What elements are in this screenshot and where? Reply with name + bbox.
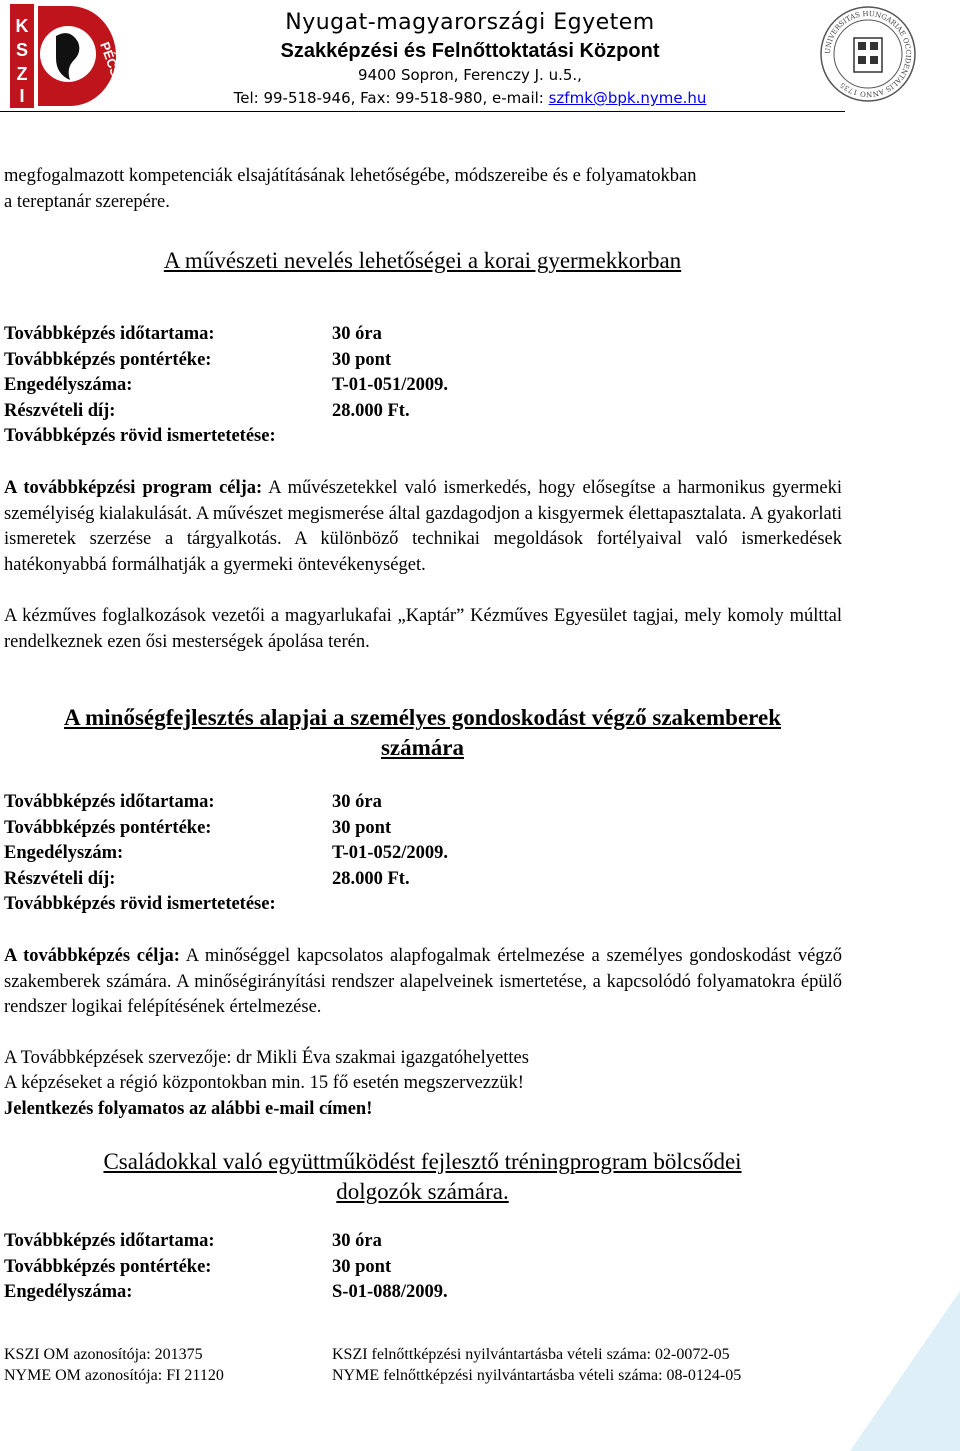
organizer-note: A Továbbképzések szervezője: dr Mikli Éva szakmai igazgatóhelyettes: [4, 1048, 529, 1068]
apply-note: Jelentkezés folyamatos az alábbi e-mail címen!: [4, 1099, 373, 1119]
info-row: Továbbképzés pontértéke: 30 pont: [4, 350, 392, 370]
intro-line: a tereptanár szerepére.: [4, 191, 170, 212]
kszi-registration: KSZI felnőttképzési nyilvántartásba vételi száma: 02-0072-05: [332, 1346, 730, 1363]
course-title: A művészeti nevelés lehetőségei a korai gyermekkorban: [163, 248, 682, 273]
center-name: Szakképzési és Felnőttoktatási Központ: [280, 40, 660, 62]
footer-line: [4, 1344, 904, 1365]
info-row: Továbbképzés rövid ismertetetése:: [4, 426, 276, 446]
goal-label: A továbbképzés célja:: [4, 946, 180, 966]
page-corner-decoration: [850, 1291, 960, 1451]
email-link[interactable]: szfmk@bpk.nyme.hu: [548, 89, 707, 107]
course-title: Családokkal való együttműködést fejlesztő tréningprogram bölcsődei dolgozók számára.: [103, 1149, 742, 1204]
footer-line: [4, 1365, 904, 1386]
address: 9400 Sopron, Ferenczy J. u.5.,: [358, 66, 582, 84]
university-seal: [818, 4, 918, 104]
info-row: Továbbképzés időtartama: 30 óra: [4, 1231, 382, 1251]
course-title: A minőségfejlesztés alapjai a személyes gondoskodást végző szakemberek számára: [64, 705, 781, 760]
nyme-om-id: NYME OM azonosítója: FI 21120: [4, 1367, 224, 1384]
course-goal: [4, 944, 842, 1021]
letterhead-text: [140, 8, 800, 110]
svg-text:Z: Z: [16, 64, 28, 84]
regional-note: A képzéseket a régió központokban min. 15 fő esetén megszervezzük!: [4, 1073, 524, 1093]
svg-text:I: I: [19, 86, 25, 106]
course-paragraph: A kézműves foglalkozások vezetői a magyarlukafai „Kaptár” Kézműves Egyesület tagjai, mely komoly múlttal rendelkeznek ezen ősi mesterségek ápolása terén.: [4, 606, 842, 652]
info-row: Engedélyszáma: T-01-051/2009.: [4, 375, 448, 395]
header-divider: [0, 111, 845, 112]
contact-prefix: Tel: 99-518-946, Fax: 99-518-980, e-mail:: [233, 89, 549, 107]
svg-text:UNIVERSITAS HUNGARIAE OCCIDENT: UNIVERSITAS HUNGARIAE OCCIDENTALIS ANNO 1735: [823, 9, 913, 99]
goal-text: A minőséggel kapcsolatos alapfogalmak értelmezése a személyes gondoskodást végző szakemberek számára. A minőségirányítási rendszer alapelveinek ismertetése, a kapcsolódó folyamatokra épülő rendszer logikai felépítésének értelmezése.: [4, 946, 842, 1017]
svg-text:S: S: [15, 40, 29, 60]
nyme-registration: NYME felnőttképzési nyilvántartásba vételi száma: 08-0124-05: [332, 1367, 742, 1384]
info-row: Továbbképzés pontértéke: 30 pont: [4, 818, 392, 838]
info-row: Részvételi díj: 28.000 Ft.: [4, 401, 410, 421]
course-goal: [4, 476, 842, 578]
info-row: Továbbképzés időtartama: 30 óra: [4, 324, 382, 344]
contact-line: [140, 87, 800, 110]
intro-paragraph: [4, 164, 842, 215]
info-row: Továbbképzés időtartama: 30 óra: [4, 792, 382, 812]
info-row: Engedélyszáma: S-01-088/2009.: [4, 1282, 448, 1302]
svg-text:PÉCS: PÉCS: [97, 39, 124, 79]
goal-label: A továbbképzési program célja:: [4, 478, 263, 498]
goal-text: A művészetekkel való ismerkedés, hogy elősegítse a harmonikus gyermeki személyiség kialakulását. A művészet megismerése által gazdagodjon a kisgyermek élettapasztalata. A gyakorlati ismeretek szerzése a tárgyalkotás. A különböző technikai megoldások fortélyaival való ismerkedések hatékonyabbá formálhatják a gyermeki öntevékenységet.: [4, 478, 842, 575]
info-row: Továbbképzés rövid ismertetetése:: [4, 894, 276, 914]
svg-text:K: K: [15, 16, 29, 36]
kszi-logo: [8, 4, 124, 108]
info-row: Részvételi díj: 28.000 Ft.: [4, 869, 410, 889]
footer: [4, 1344, 904, 1386]
intro-line: megfogalmazott kompetenciák elsajátításának lehetőségébe, módszereibe és e folyamatokban: [4, 166, 697, 186]
info-row: Továbbképzés pontértéke: 30 pont: [4, 1257, 392, 1277]
kszi-om-id: KSZI OM azonosítója: 201375: [4, 1346, 203, 1363]
letterhead: [0, 0, 960, 115]
info-row: Engedélyszám: T-01-052/2009.: [4, 843, 448, 863]
university-name: Nyugat-magyarországi Egyetem: [285, 10, 655, 35]
